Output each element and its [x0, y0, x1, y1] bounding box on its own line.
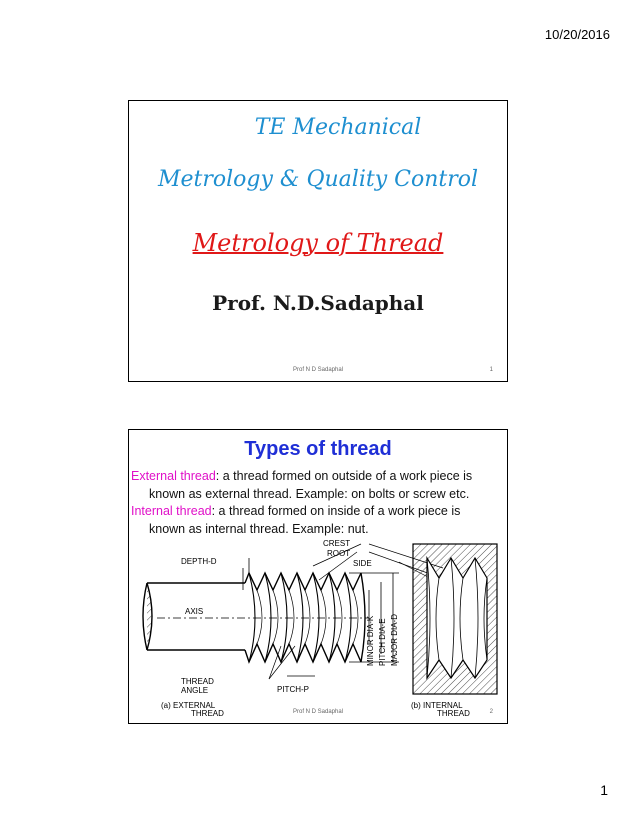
external-thread-shaft — [143, 573, 369, 662]
subject-title: Metrology & Quality Control — [157, 167, 479, 192]
label-crest: CREST — [323, 539, 351, 548]
caption-internal-1: (b) INTERNAL — [411, 701, 463, 710]
slide-footer: Prof N D Sadaphal — [292, 367, 344, 373]
label-angle: ANGLE — [181, 686, 209, 695]
caption-external-1: (a) EXTERNAL — [161, 701, 216, 710]
external-text-2: known as external thread. Example: on bolts or screw etc. — [149, 487, 470, 501]
internal-thread-term: Internal thread — [131, 504, 212, 518]
page-number: 1 — [600, 782, 608, 798]
label-pitch-dia: PITCH DIA-E — [378, 618, 387, 666]
author-name: Prof. N.D.Sadaphal — [212, 291, 424, 315]
header-date: 10/20/2016 — [544, 27, 610, 42]
caption-internal-2: THREAD — [437, 709, 470, 718]
internal-thread-definition — [131, 502, 501, 538]
course-title: TE Mechanical — [254, 115, 422, 140]
internal-text-2: known as internal thread. Example: nut. — [149, 522, 369, 536]
label-depth: DEPTH-D — [181, 557, 217, 566]
label-major-dia: MAJOR DIA-D — [390, 614, 399, 666]
label-root: ROOT — [327, 549, 351, 558]
slide-title: Types of thread — [244, 438, 392, 460]
topic-title: Metrology of Thread — [192, 229, 444, 257]
label-side: SIDE — [353, 559, 372, 568]
caption-external-2: THREAD — [191, 709, 224, 718]
thread-terminology-diagram — [137, 538, 499, 718]
external-text-1: : a thread formed on outside of a work piece is — [215, 469, 473, 483]
external-thread-definition — [131, 467, 501, 503]
slide-number: 1 — [489, 367, 493, 373]
label-axis: AXIS — [185, 607, 204, 616]
internal-thread-body — [413, 544, 497, 694]
internal-text-1: : a thread formed on inside of a work piece is — [211, 504, 461, 518]
label-pitch: PITCH-P — [277, 685, 309, 694]
label-minor-dia: MINOR DIA-K — [366, 615, 375, 666]
slide-footer: Prof N D Sadaphal — [292, 709, 344, 715]
slide-2 — [128, 429, 508, 724]
slide-1 — [128, 100, 508, 382]
external-thread-term: External thread — [131, 469, 216, 483]
label-thread: THREAD — [181, 677, 214, 686]
slide-number: 2 — [489, 709, 493, 715]
